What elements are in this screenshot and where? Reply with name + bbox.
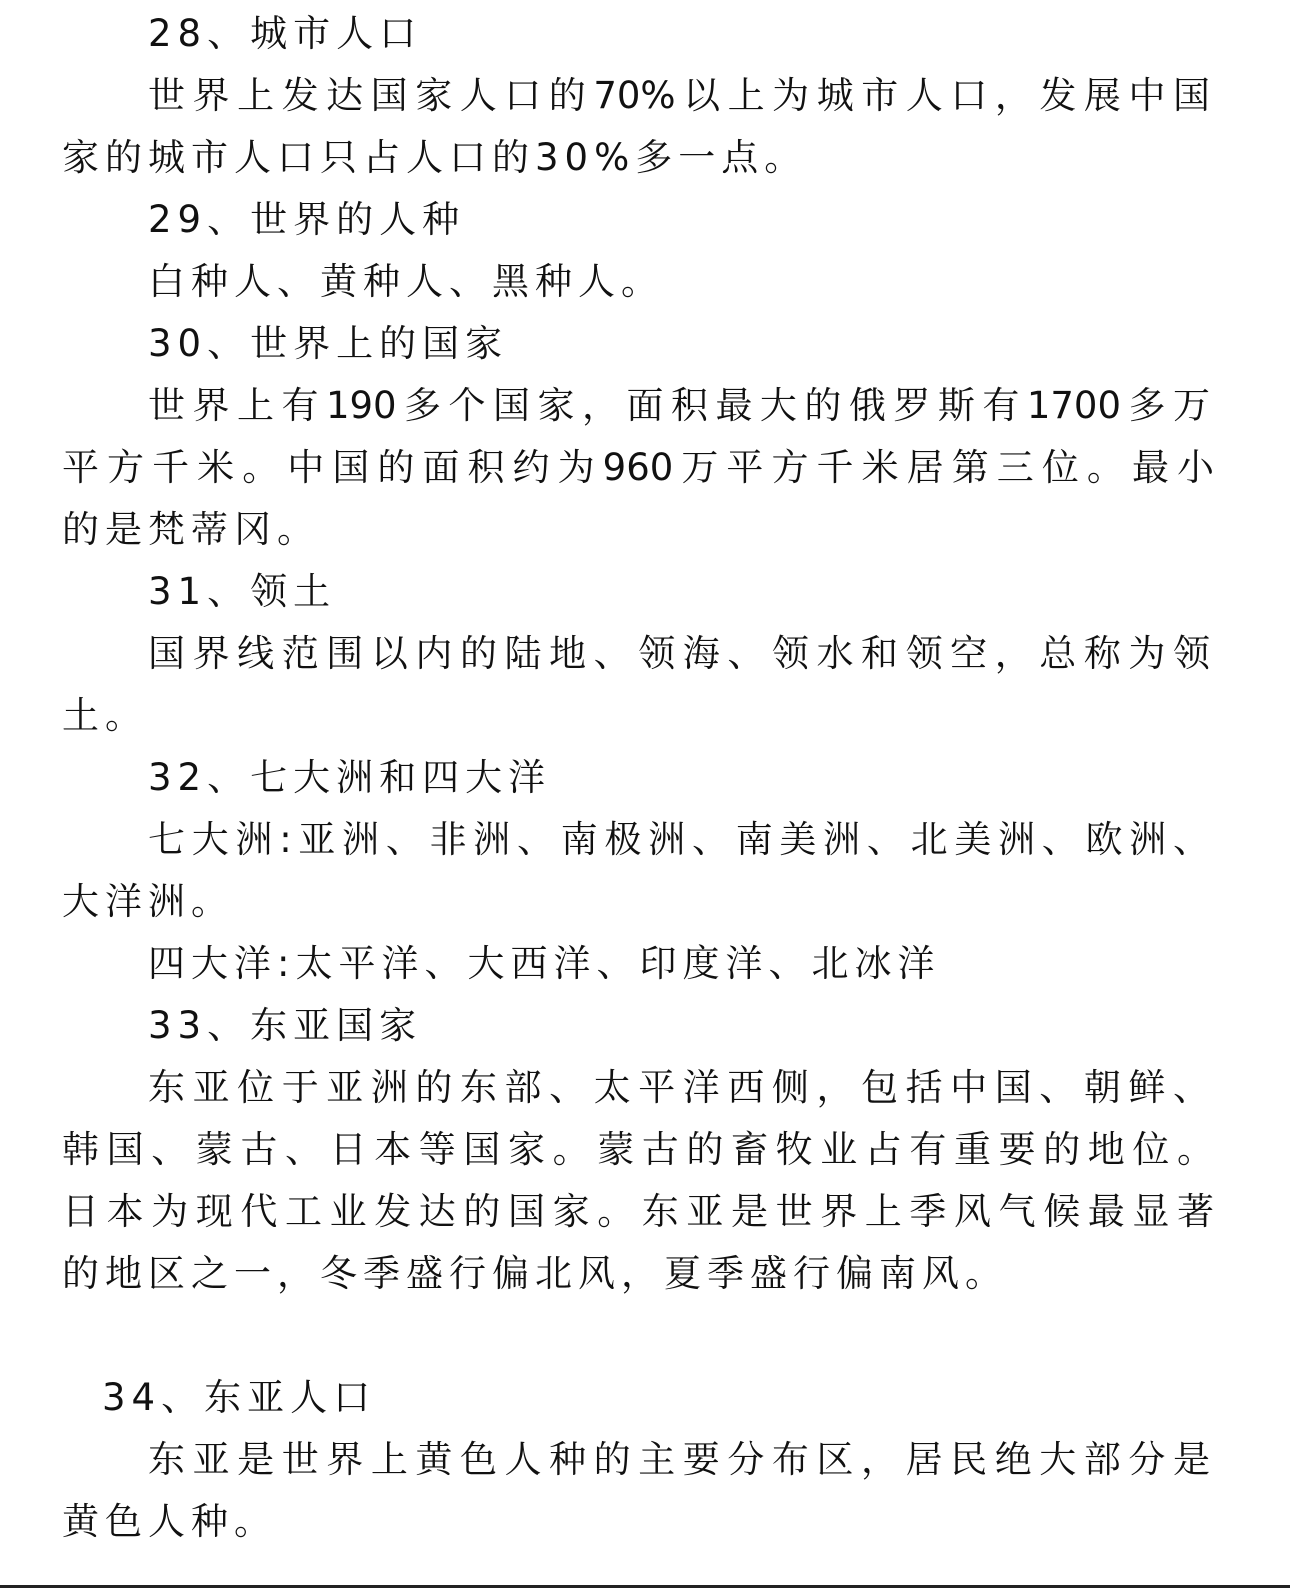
section-heading-30: 30、世界上的国家 bbox=[148, 322, 509, 365]
paragraph-line: 大洋洲。 bbox=[62, 880, 234, 923]
paragraph-line: 国界线范围以内的陆地、领海、领水和领空，总称为领 bbox=[148, 632, 1210, 675]
paragraph-line: 黄色人种。 bbox=[62, 1500, 277, 1543]
section-heading-31: 31、领土 bbox=[148, 570, 337, 613]
paragraph-line: 平方千米。中国的面积约为960万平方千米居第三位。最小 bbox=[62, 446, 1214, 489]
section-heading-28: 28、城市人口 bbox=[148, 12, 423, 55]
paragraph-line: 白种人、黄种人、黑种人。 bbox=[148, 260, 664, 303]
paragraph-line: 东亚位于亚洲的东部、太平洋西侧，包括中国、朝鲜、 bbox=[148, 1066, 1210, 1109]
section-heading-33: 33、东亚国家 bbox=[148, 1004, 423, 1047]
paragraph-line: 韩国、蒙古、日本等国家。蒙古的畜牧业占有重要的地位。 bbox=[62, 1128, 1214, 1171]
paragraph-line: 世界上发达国家人口的70%以上为城市人口，发展中国 bbox=[148, 74, 1210, 117]
paragraph-line: 土。 bbox=[62, 694, 148, 737]
bottom-rule bbox=[0, 1585, 1290, 1588]
paragraph-line: 世界上有190多个国家，面积最大的俄罗斯有1700多万 bbox=[148, 384, 1210, 427]
paragraph-line: 七大洲:亚洲、非洲、南极洲、南美洲、北美洲、欧洲、 bbox=[148, 818, 1210, 861]
paragraph-line: 的是梵蒂冈。 bbox=[62, 508, 320, 551]
paragraph-line: 日本为现代工业发达的国家。东亚是世界上季风气候最显著 bbox=[62, 1190, 1214, 1233]
section-heading-32: 32、七大洲和四大洋 bbox=[148, 756, 552, 799]
section-heading-34: 34、东亚人口 bbox=[102, 1376, 377, 1419]
paragraph-line: 家的城市人口只占人口的30%多一点。 bbox=[62, 136, 808, 179]
paragraph-line: 四大洋:太平洋、大西洋、印度洋、北冰洋 bbox=[148, 942, 941, 985]
section-heading-29: 29、世界的人种 bbox=[148, 198, 466, 241]
paragraph-line: 东亚是世界上黄色人种的主要分布区，居民绝大部分是 bbox=[148, 1438, 1210, 1481]
paragraph-line: 的地区之一，冬季盛行偏北风，夏季盛行偏南风。 bbox=[62, 1252, 1008, 1295]
